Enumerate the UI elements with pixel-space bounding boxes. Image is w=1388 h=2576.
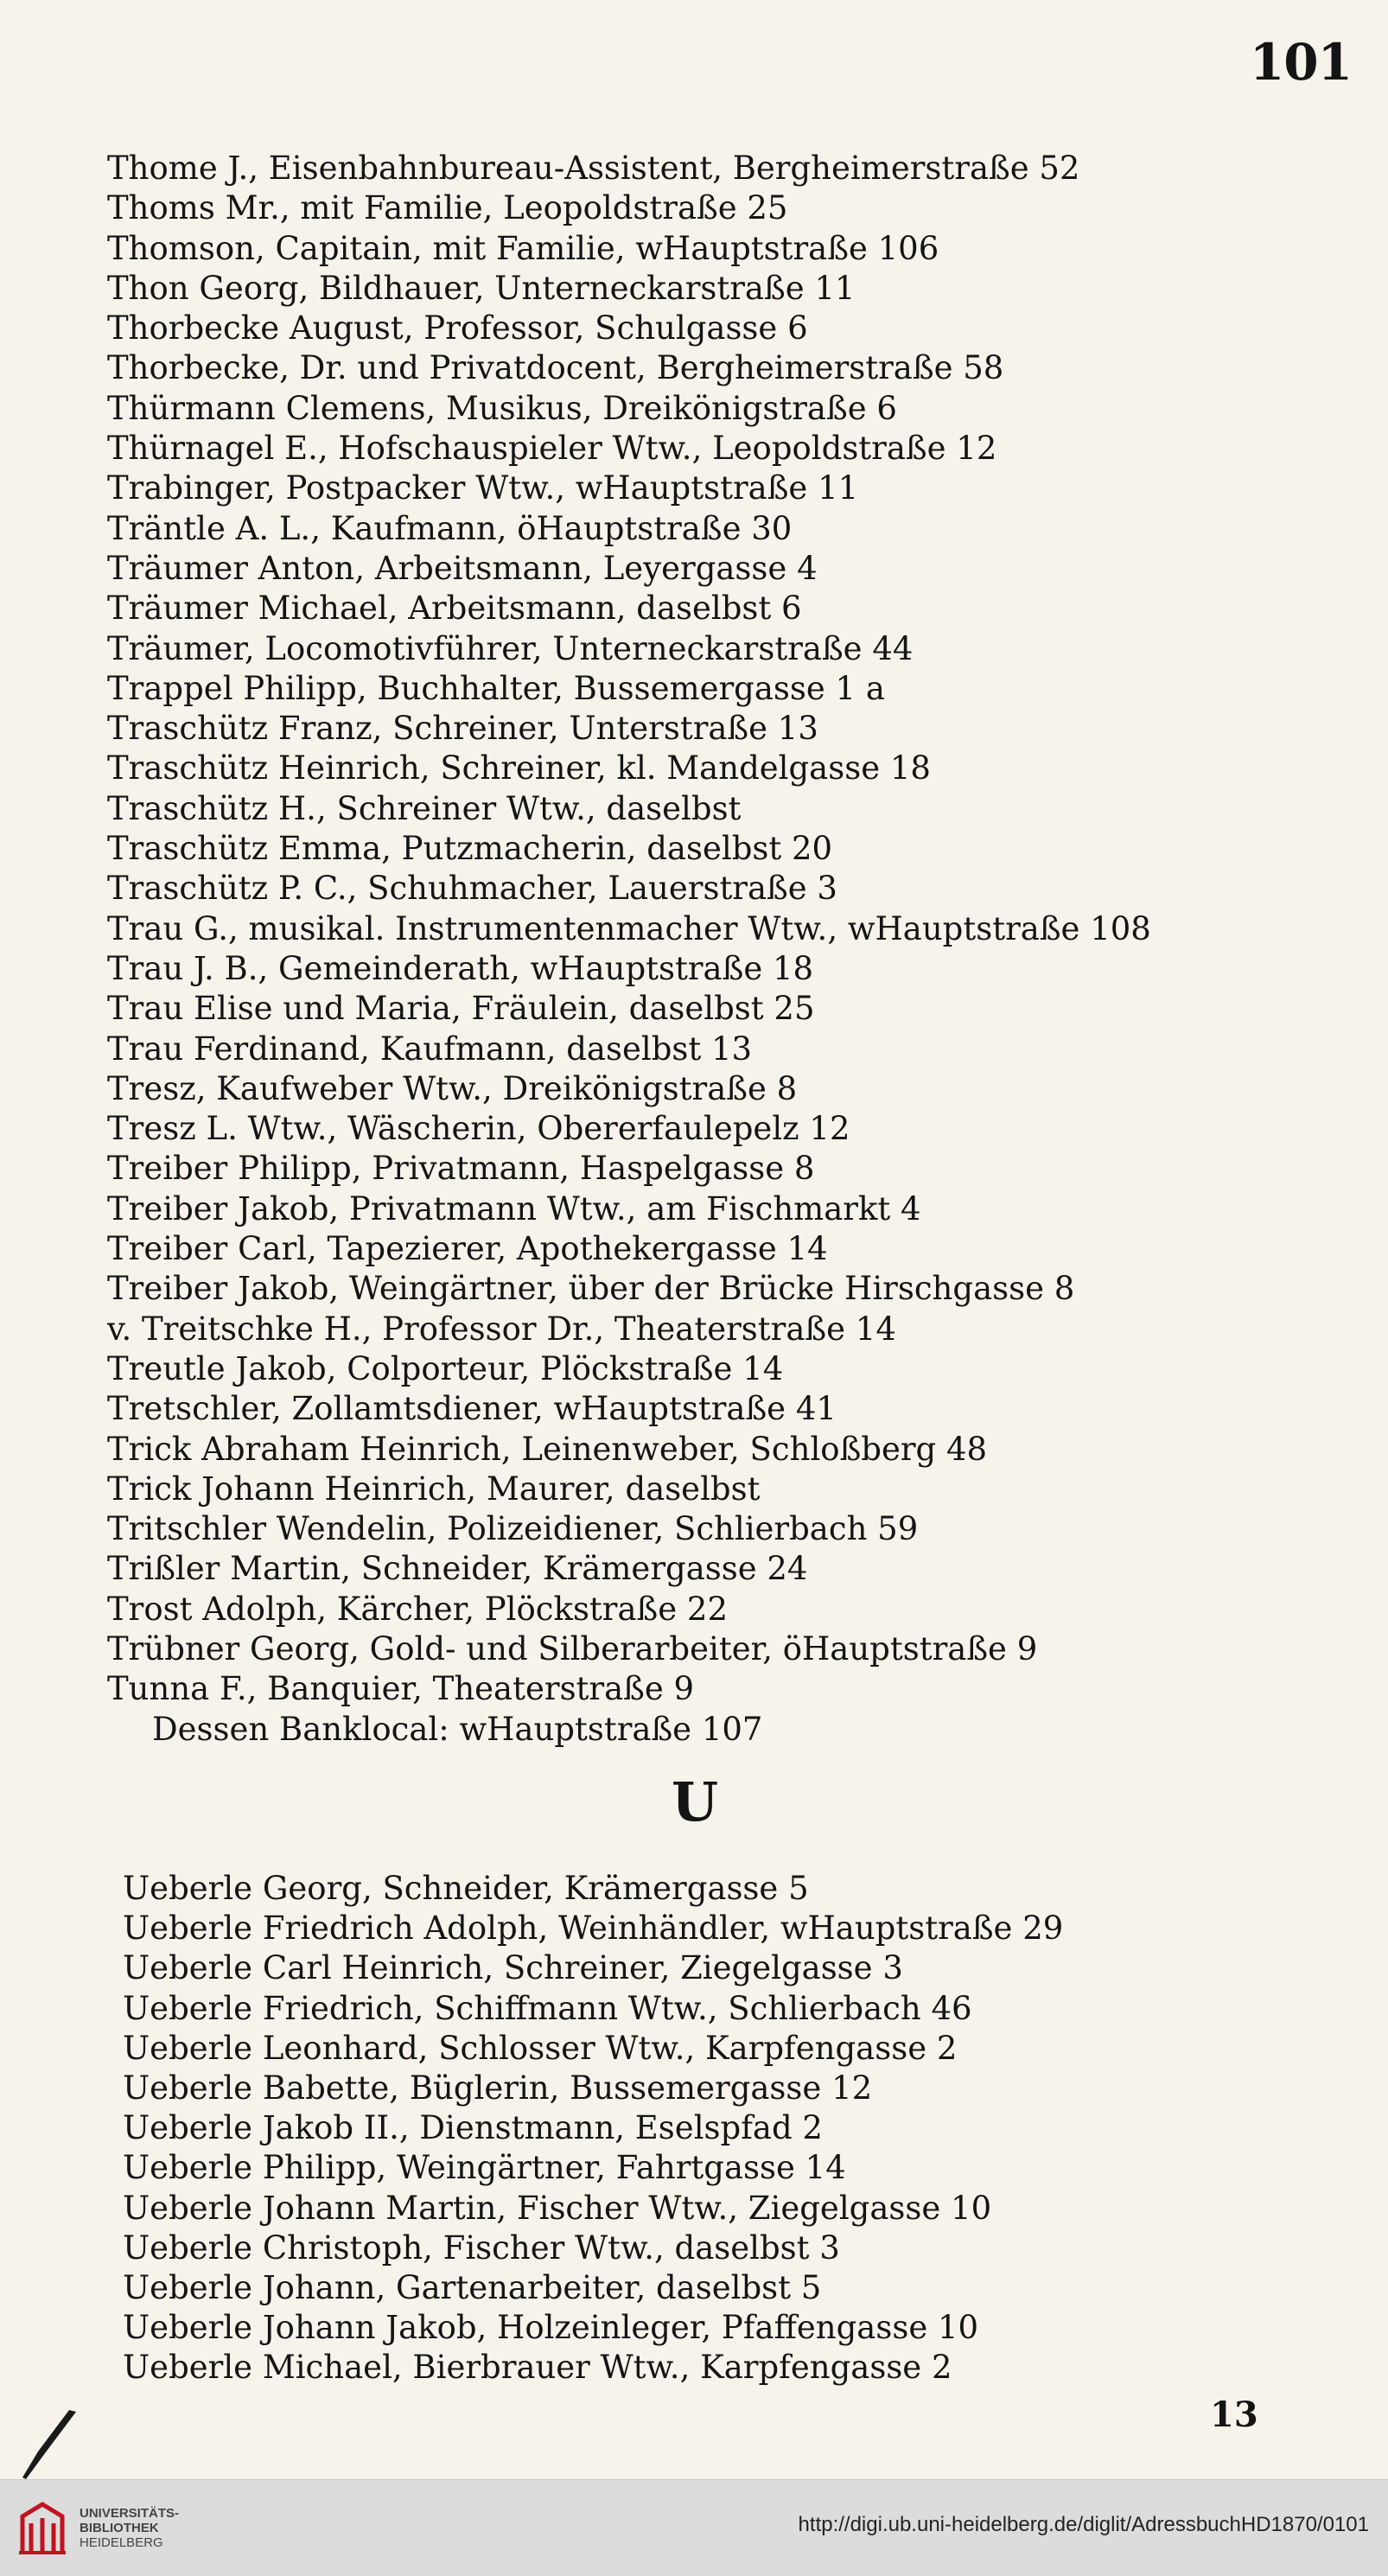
list-item: Trappel Philipp, Buchhalter, Bussemergasse 1 a (107, 669, 885, 707)
list-item-continuation: Dessen Banklocal: wHauptstraße 107 (152, 1710, 763, 1748)
list-item: Ueberle Michael, Bierbrauer Wtw., Karpfengasse 2 (123, 2349, 952, 2387)
list-item: Thürnagel E., Hofschauspieler Wtw., Leopoldstraße 12 (107, 430, 997, 468)
list-item: Trau J. B., Gemeinderath, wHauptstraße 18 (107, 949, 814, 987)
list-item: Trißler Martin, Schneider, Krämergasse 24 (107, 1550, 808, 1588)
list-item: Thoms Mr., mit Familie, Leopoldstraße 25 (107, 189, 788, 227)
entries-t-list (107, 149, 1334, 1750)
list-item: Träumer Anton, Arbeitsmann, Leyergasse 4 (107, 549, 818, 587)
list-item: Ueberle Carl Heinrich, Schreiner, Ziegelgasse 3 (123, 1949, 903, 1987)
list-item: Tresz L. Wtw., Wäscherin, Obererfaulepelz 12 (107, 1110, 850, 1148)
list-item: Treutle Jakob, Colporteur, Plöckstraße 14 (107, 1349, 784, 1387)
corner-ink-mark (19, 2401, 81, 2484)
list-item: Treiber Jakob, Weingärtner, über der Brücke Hirschgasse 8 (107, 1270, 1075, 1308)
list-item: Träumer Michael, Arbeitsmann, daselbst 6 (107, 590, 802, 628)
list-item: Ueberle Friedrich, Schiffmann Wtw., Schlierbach 46 (123, 1989, 972, 2027)
library-name (80, 2506, 179, 2550)
list-item: Ueberle Leonhard, Schlosser Wtw., Karpfengasse 2 (123, 2029, 958, 2067)
list-item: Trabinger, Postpacker Wtw., wHauptstraße 11 (107, 469, 859, 507)
list-item: Thome J., Eisenbahnbureau-Assistent, Bergheimerstraße 52 (107, 150, 1080, 187)
list-item: Traschütz Franz, Schreiner, Unterstraße 13 (107, 710, 818, 748)
list-item: Traschütz Heinrich, Schreiner, kl. Mandelgasse 18 (107, 749, 931, 787)
list-item: Tritschler Wendelin, Polizeidiener, Schlierbach 59 (107, 1510, 919, 1548)
library-name-line: HEIDELBERG (80, 2535, 163, 2550)
list-item: Trost Adolph, Kärcher, Plöckstraße 22 (107, 1590, 728, 1628)
list-item: Trau Elise und Maria, Fräulein, daselbst 25 (107, 990, 815, 1028)
university-library-logo-icon[interactable] (16, 2499, 69, 2556)
list-item: Traschütz H., Schreiner Wtw., daselbst (107, 789, 742, 827)
library-name-line: UNIVERSITÄTS- (80, 2506, 180, 2521)
list-item: Ueberle Jakob II., Dienstmann, Eselspfad 2 (123, 2109, 823, 2147)
list-item: Trübner Georg, Gold- und Silberarbeiter, öHauptstraße 9 (107, 1629, 1038, 1667)
list-item: Thorbecke August, Professor, Schulgasse 6 (107, 309, 808, 348)
permalink-url[interactable]: http://digi.ub.uni-heidelberg.de/diglit/AdressbuchHD1870/0101 (798, 2513, 1369, 2536)
list-item: Thürmann Clemens, Musikus, Dreikönigstraße 6 (107, 389, 897, 427)
list-item: Thomson, Capitain, mit Familie, wHauptstraße 106 (107, 229, 939, 267)
list-item: Thorbecke, Dr. und Privatdocent, Bergheimerstraße 58 (107, 349, 1004, 387)
list-item: Tresz, Kaufweber Wtw., Dreikönigstraße 8 (107, 1069, 798, 1107)
sheet-number: 13 (1210, 2394, 1258, 2435)
list-item: Ueberle Christoph, Fischer Wtw., daselbst 3 (123, 2228, 840, 2267)
list-item: Traschütz P. C., Schuhmacher, Lauerstraße 3 (107, 870, 837, 908)
list-item: Trick Johann Heinrich, Maurer, daselbst (107, 1470, 761, 1508)
list-item: Thon Georg, Bildhauer, Unterneckarstraße 11 (107, 269, 856, 307)
list-item: Treiber Philipp, Privatmann, Haspelgasse 8 (107, 1150, 815, 1188)
list-item: Tretschler, Zollamtsdiener, wHauptstraße 41 (107, 1390, 837, 1428)
list-item: Ueberle Babette, Büglerin, Bussemergasse 12 (123, 2069, 873, 2107)
list-item: Träumer, Locomotivführer, Unterneckarstraße 44 (107, 629, 914, 667)
library-name-line: BIBLIOTHEK (80, 2521, 159, 2535)
list-item: v. Treitschke H., Professor Dr., Theaterstraße 14 (107, 1310, 896, 1348)
list-item: Ueberle Friedrich Adolph, Weinhändler, wHauptstraße 29 (123, 1910, 1064, 1948)
list-item: Trau G., musikal. Instrumentenmacher Wtw., wHauptstraße 108 (107, 909, 1151, 947)
section-heading: U (671, 1770, 717, 1833)
list-item: Tunna F., Banquier, Theaterstraße 9 (107, 1670, 695, 1708)
page-number: 101 (1249, 33, 1352, 92)
viewer-footer-bar (0, 2479, 1388, 2576)
list-item: Treiber Carl, Tapezierer, Apothekergasse 14 (107, 1230, 828, 1268)
list-item: Trau Ferdinand, Kaufmann, daselbst 13 (107, 1030, 753, 1068)
list-item: Ueberle Johann Martin, Fischer Wtw., Ziegelgasse 10 (123, 2189, 992, 2227)
list-item: Träntle A. L., Kaufmann, öHauptstraße 30 (107, 509, 793, 547)
list-item: Treiber Jakob, Privatmann Wtw., am Fischmarkt 4 (107, 1189, 921, 1227)
list-item: Traschütz Emma, Putzmacherin, daselbst 20 (107, 830, 833, 868)
list-item: Ueberle Georg, Schneider, Krämergasse 5 (123, 1870, 809, 1907)
list-item: Trick Abraham Heinrich, Leinenweber, Schloßberg 48 (107, 1430, 988, 1468)
list-item: Ueberle Johann, Gartenarbeiter, daselbst 5 (123, 2269, 822, 2307)
entries-u-list (123, 1869, 1333, 2388)
list-item: Ueberle Johann Jakob, Holzeinleger, Pfaffengasse 10 (123, 2309, 979, 2347)
list-item: Ueberle Philipp, Weingärtner, Fahrtgasse 14 (123, 2149, 846, 2187)
